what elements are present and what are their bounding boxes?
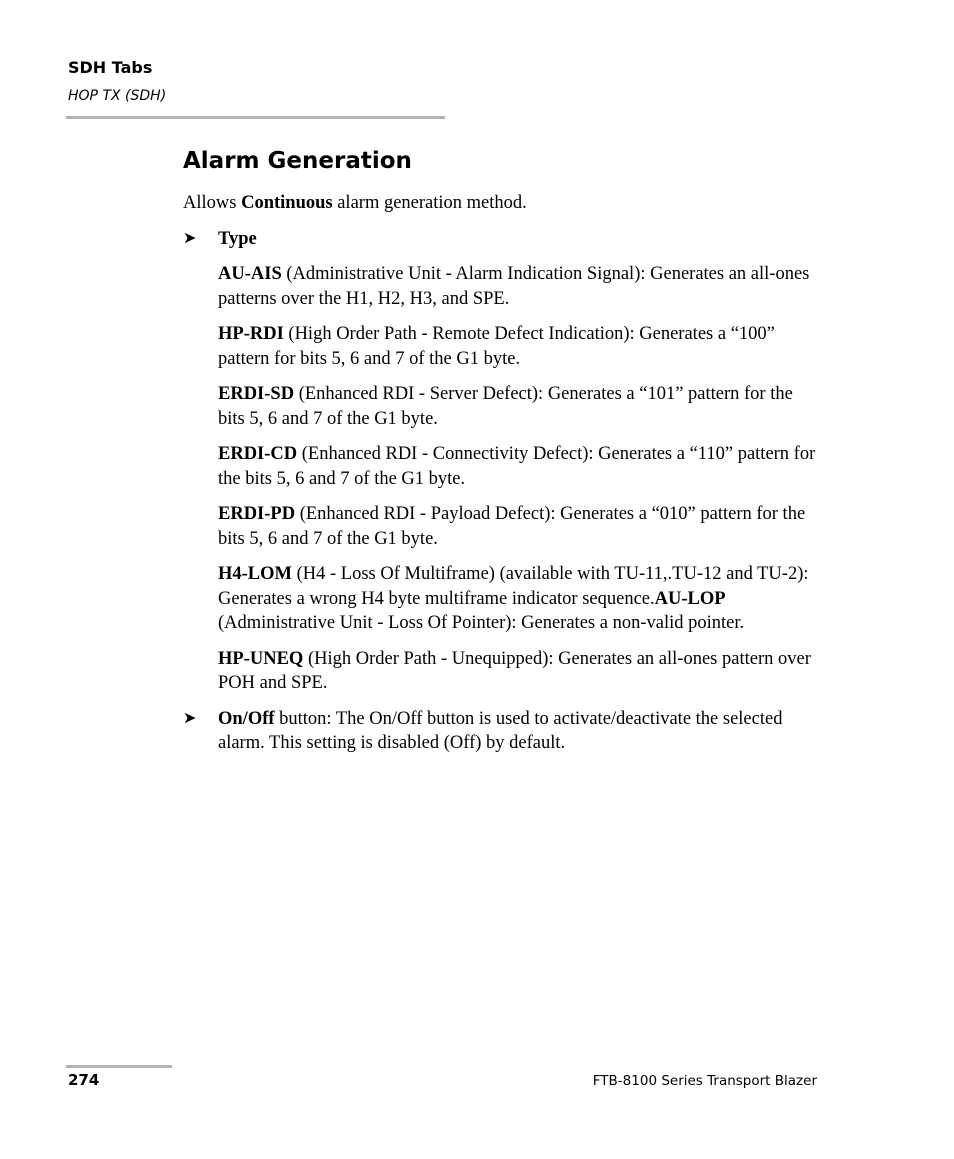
definition-erdi-cd — [218, 442, 823, 491]
definition-term: ERDI-SD — [218, 384, 295, 404]
footer-divider — [66, 1065, 172, 1068]
definition-hp-uneq — [218, 647, 823, 696]
section-title: SDH Tabs — [68, 58, 153, 77]
definition-term: AU-AIS — [218, 264, 282, 284]
onoff-bullet — [183, 707, 823, 756]
definition-term: ERDI-PD — [218, 504, 296, 524]
definition-text-secondary: (Administrative Unit - Loss Of Pointer): Generates a non-valid pointer. — [218, 613, 745, 633]
intro-paragraph — [183, 191, 823, 216]
definition-text: (Enhanced RDI - Payload Defect): Generates a “010” pattern for the bits 5, 6 and 7 of the G1 byte. — [218, 504, 806, 549]
definition-text: (Enhanced RDI - Connectivity Defect): Generates a “110” pattern for the bits 5, 6 and 7 of the G1 byte. — [218, 444, 816, 489]
definition-term-secondary: AU-LOP — [654, 588, 726, 609]
definition-text: (Enhanced RDI - Server Defect): Generates a “101” pattern for the bits 5, 6 and 7 of the G1 byte. — [218, 384, 793, 429]
onoff-label: On/Off — [218, 708, 275, 729]
definition-text: (H4 - Loss Of Multiframe) (available with TU-11,.TU-12 and TU-2): Generates a wrong H4 byte multiframe indicator sequence. — [218, 564, 809, 609]
page-heading: Alarm Generation — [183, 148, 412, 174]
definition-text: (High Order Path - Unequipped): Generates an all-ones pattern over POH and SPE. — [218, 648, 811, 693]
definition-term: HP-RDI — [218, 324, 284, 344]
intro-post: alarm generation method. — [332, 193, 527, 213]
definition-text: (Administrative Unit - Alarm Indication Signal): Generates an all-ones patterns over the H1, H2, H3, and SPE. — [218, 264, 810, 309]
type-bullet — [183, 227, 823, 252]
section-subtitle: HOP TX (SDH) — [68, 88, 167, 104]
definition-hp-rdi — [218, 322, 823, 371]
arrowhead-bullet-icon: ➤ — [183, 709, 197, 727]
definition-term: ERDI-CD — [218, 444, 298, 464]
product-name: FTB-8100 Series Transport Blazer — [592, 1073, 817, 1089]
definition-term: H4-LOM — [218, 564, 292, 584]
definition-au-ais — [218, 262, 823, 311]
intro-pre: Allows — [183, 193, 242, 213]
onoff-text: button: The On/Off button is used to activate/deactivate the selected alarm. This setting is disabled (Off) by default. — [218, 708, 783, 753]
definition-erdi-sd — [218, 382, 823, 431]
definition-h4-lom — [218, 562, 823, 636]
type-label: Type — [218, 228, 257, 249]
definition-erdi-pd — [218, 502, 823, 551]
running-header — [68, 57, 166, 106]
page-number: 274 — [68, 1071, 100, 1089]
definition-term: HP-UNEQ — [218, 648, 304, 669]
definition-text: (High Order Path - Remote Defect Indication): Generates a “100” pattern for bits 5, 6 and 7 of the G1 byte. — [218, 324, 775, 369]
header-divider — [66, 116, 445, 119]
intro-bold: Continuous — [241, 193, 333, 213]
main-content — [183, 145, 823, 767]
arrowhead-bullet-icon: ➤ — [183, 229, 197, 247]
